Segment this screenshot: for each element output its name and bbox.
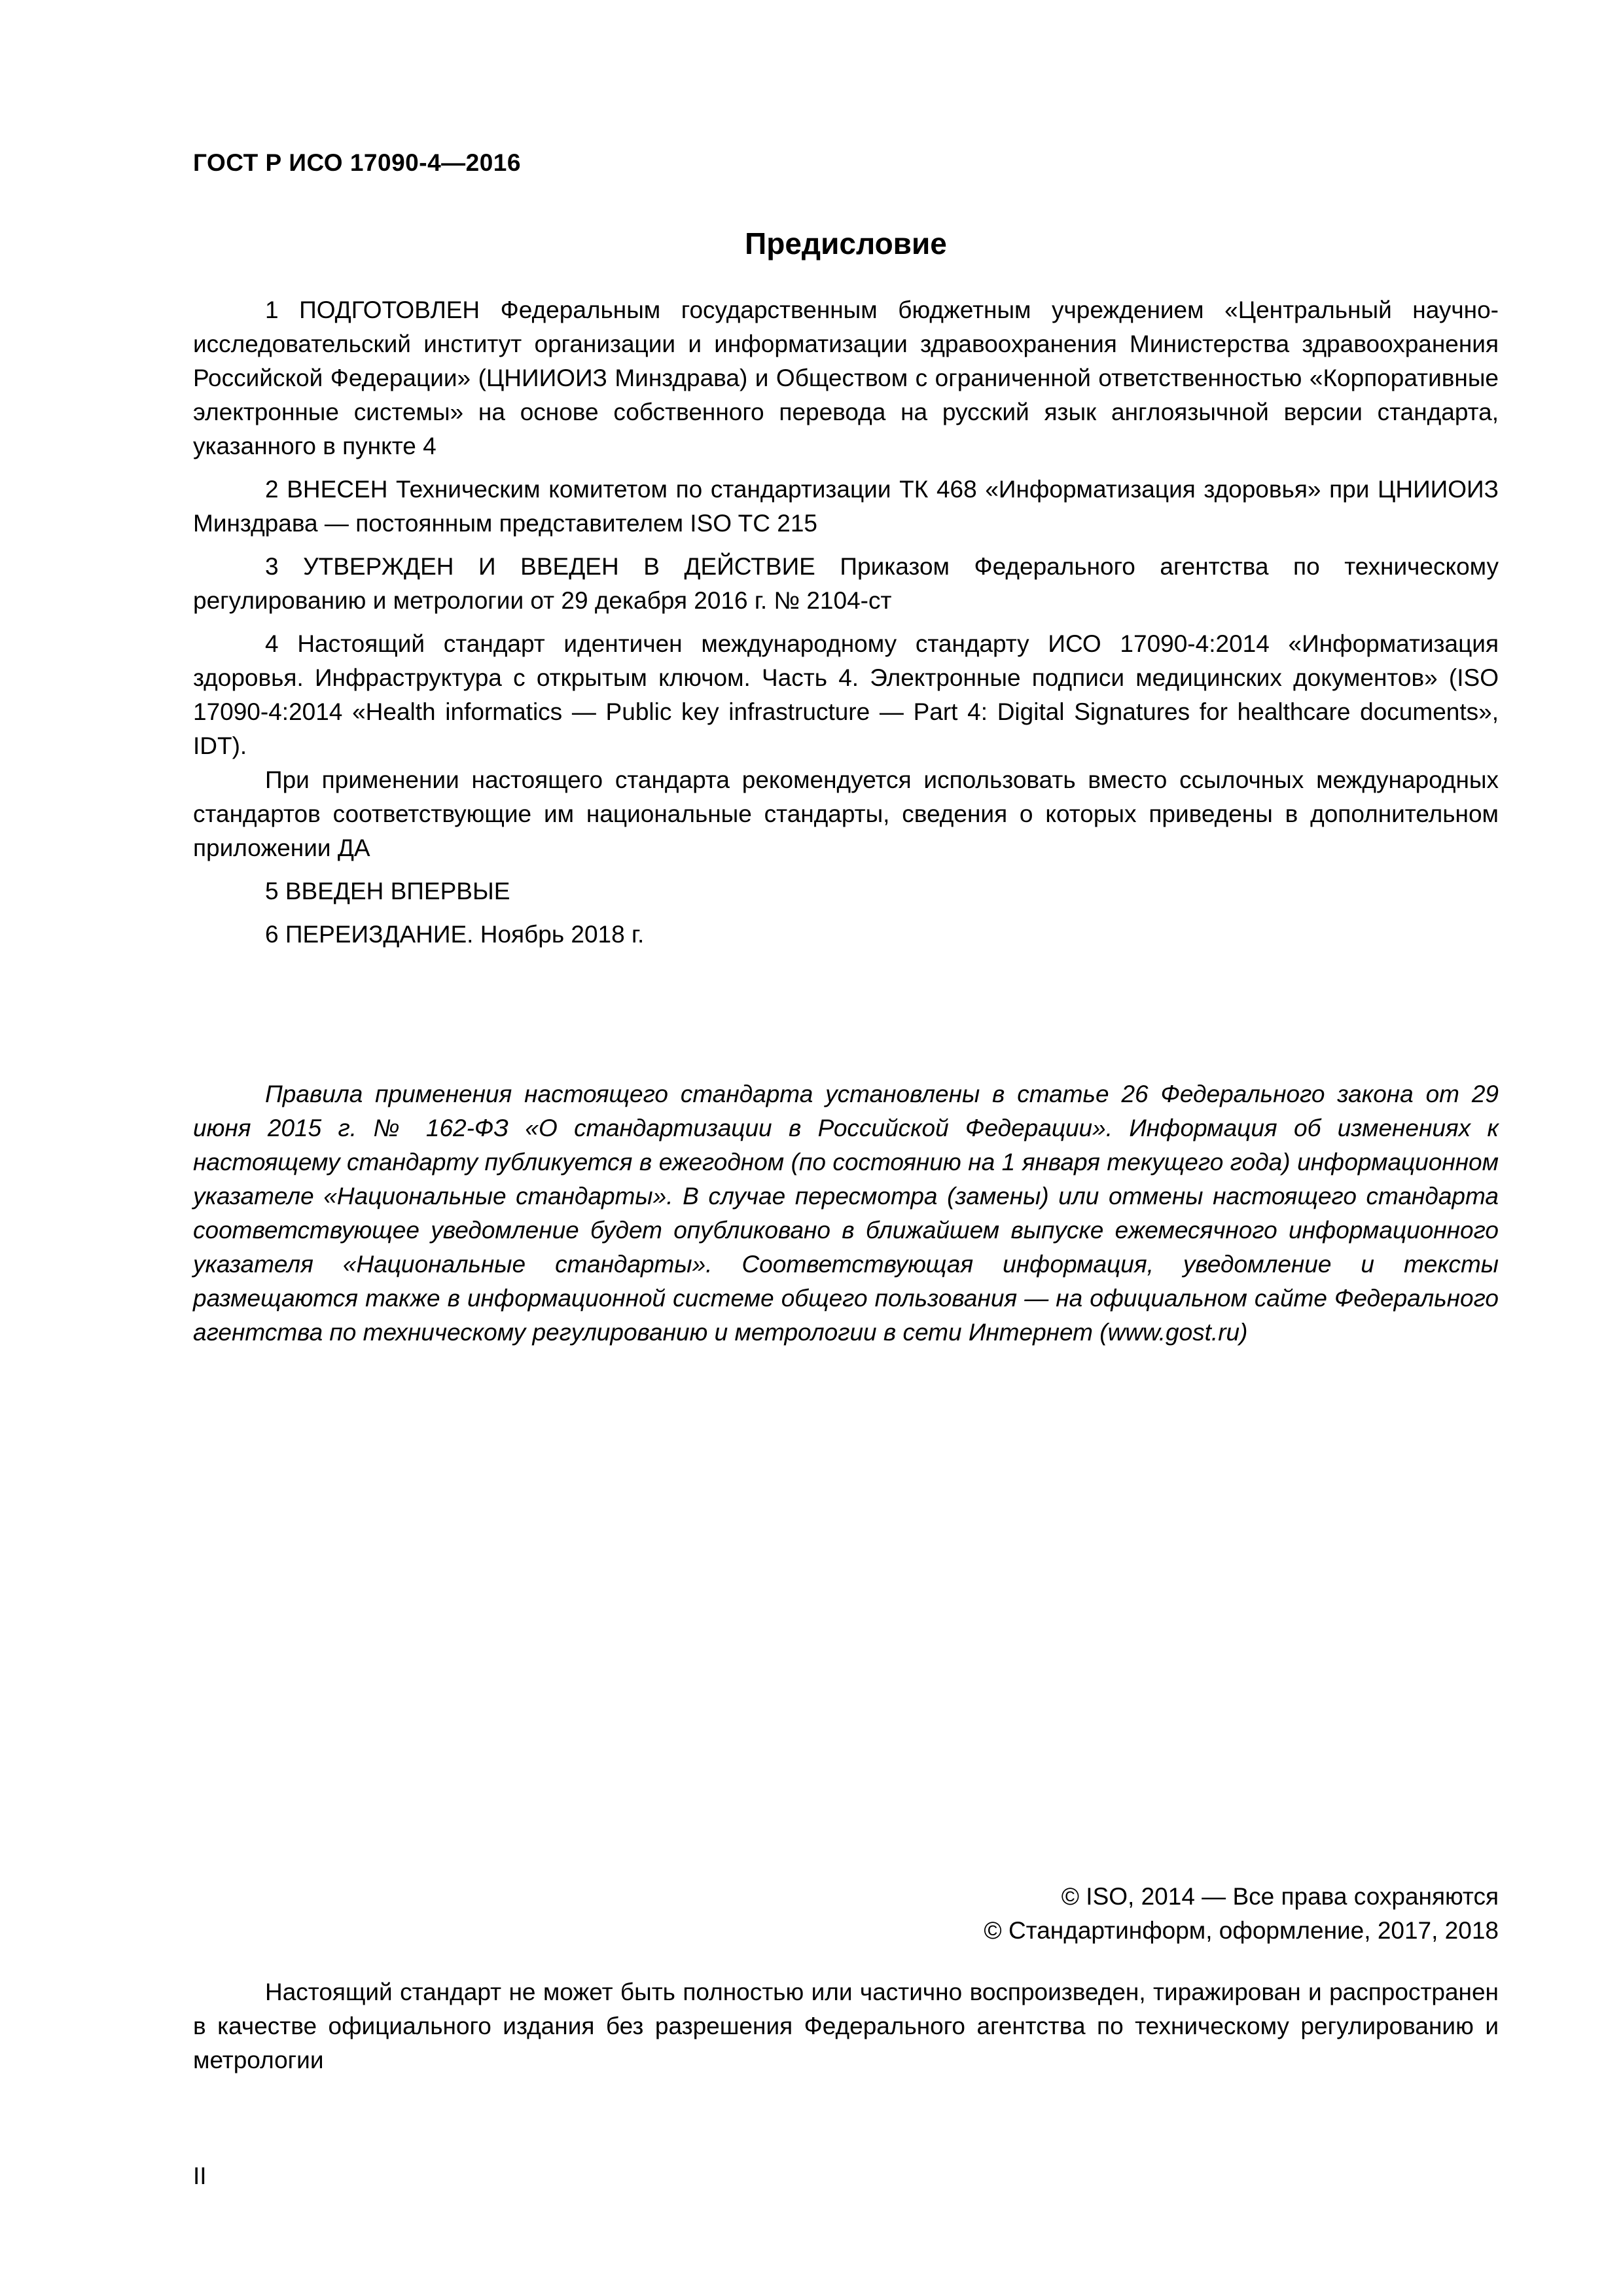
foreword-item-3: 3 УТВЕРЖДЕН И ВВЕДЕН В ДЕЙСТВИЕ Приказом Федерального агентства по техническому регулированию и метрологии от 29 декабря 2016 г. № 2104-ст: [193, 553, 1499, 614]
document-code-header: ГОСТ Р ИСО 17090-4—2016: [193, 149, 521, 176]
copyright-standartinform: © Стандартинформ, оформление, 2017, 2018: [984, 1917, 1499, 1944]
foreword-item-2: 2 ВНЕСЕН Техническим комитетом по стандартизации ТК 468 «Информатизация здоровья» при ЦНИИОИЗ Минздрава — постоянным представителем ISO TC 215: [193, 476, 1499, 537]
page-number: II: [193, 2162, 207, 2189]
application-rules-notice: Правила применения настоящего стандарта установлены в статье 26 Федерального закона от 29 июня 2015 г. № 162-ФЗ «О стандартизации в Российской Федерации». Информация об изменениях к настоящему стандарту публикуется в ежегодном (по состоянию на 1 января текущего года) информационном указателе «Национальные стандарты». В случае пересмотра (замены) или отмены настоящего стандарта соответствующее уведомление будет опубликовано в ближайшем выпуске ежемесячного информационного указателя «Национальные стандарты». Соответствующая информация, уведомление и тексты размещаются также в информационной системе общего пользования — на официальном сайте Федерального агентства по техническому регулированию и метрологии в сети Интернет (www.gost.ru): [193, 1081, 1499, 1346]
reproduction-notice: Настоящий стандарт не может быть полностью или частично воспроизведен, тиражирован и распространен в качестве официального издания без разрешения Федерального агентства по техническому регулированию и метрологии: [193, 1979, 1499, 2073]
copyright-block: [984, 1880, 1499, 1948]
foreword-item-4: 4 Настоящий стандарт идентичен международному стандарту ИСО 17090-4:2014 «Информатизация здоровья. Инфраструктура с открытым ключом. Часть 4. Электронные подписи медицинских документов» (ISO 17090-4:2014 «Health informatics — Public key infrastructure — Part 4: Digital Signatures for healthcare documents», IDT).: [193, 630, 1499, 759]
foreword-item-6: 6 ПЕРЕИЗДАНИЕ. Ноябрь 2018 г.: [265, 921, 645, 948]
foreword-title: Предисловие: [745, 226, 947, 260]
foreword-body: [193, 293, 1499, 952]
foreword-item-1: 1 ПОДГОТОВЛЕН Федеральным государственным бюджетным учреждением «Центральный научно-исследовательский институт организации и информатизации здравоохранения Министерства здравоохранения Российской Федерации» (ЦНИИОИЗ Минздрава) и Обществом с ограниченной ответственностью «Корпоративные электронные системы» на основе собственного перевода на русский язык англоязычной версии стандарта, указанного в пункте 4: [193, 296, 1499, 459]
copyright-iso: © ISO, 2014 — Все права сохраняются: [1061, 1883, 1499, 1910]
foreword-item-5: 5 ВВЕДЕН ВПЕРВЫЕ: [265, 878, 510, 905]
foreword-item-4-note: При применении настоящего стандарта рекомендуется использовать вместо ссылочных международных стандартов соответствующие им национальные стандарты, сведения о которых приведены в дополнительном приложении ДА: [193, 766, 1499, 861]
